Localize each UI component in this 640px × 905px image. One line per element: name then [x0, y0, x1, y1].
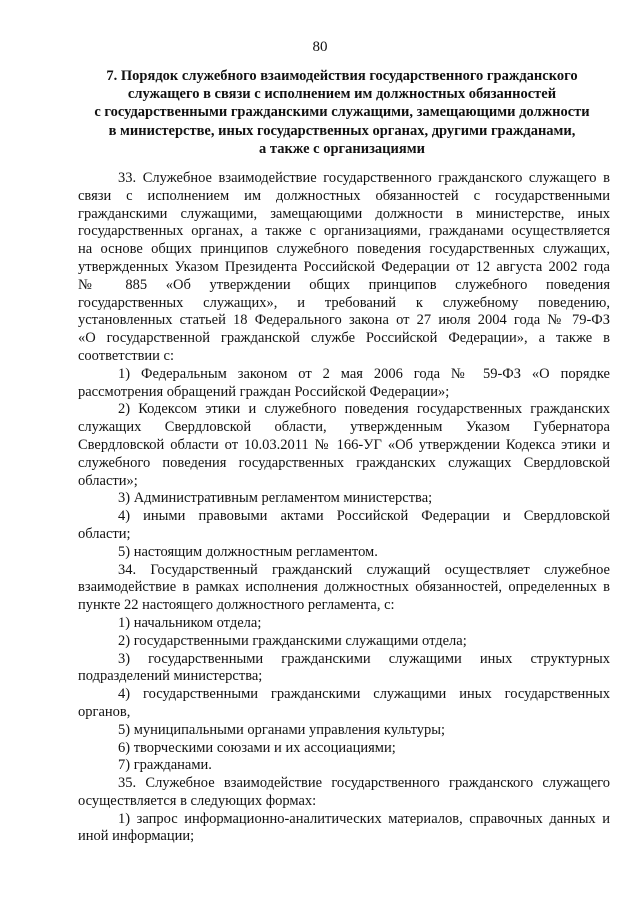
text-line: 5) муниципальными органами управления культуры; — [118, 721, 446, 738]
heading-line: 7. Порядок служебного взаимодействия государственного гражданского — [106, 68, 578, 84]
text-line: 1) Федеральным законом от 2 мая 2006 года № 59-ФЗ «О порядке — [118, 365, 610, 382]
text-line: 33. Служебное взаимодействие государственного гражданского служащего в — [118, 170, 610, 186]
text-line: 1) начальником отдела; — [118, 614, 262, 631]
text-line: 6) творческими союзами и их ассоциациями; — [118, 739, 396, 756]
text-line: на основе общих принципов служебного поведения государственных служащих, — [78, 241, 610, 258]
text-line: 7) гражданами. — [118, 757, 212, 774]
text-line: осуществляется в следующих формах: — [78, 792, 317, 809]
text-line: 34. Государственный гражданский служащий осуществляет служебное — [118, 561, 610, 578]
text-line: служебного поведения государственных гражданских служащих Свердловской — [78, 454, 610, 471]
page-number: 80 — [312, 39, 328, 55]
section-heading — [72, 67, 612, 158]
document-body — [78, 170, 610, 846]
text-line: Свердловской области от 10.03.2011 № 166-УГ «Об утверждении Кодекса этики и — [78, 436, 610, 453]
text-line: утвержденных Указом Президента Российской Федерации от 12 августа 2002 года — [78, 258, 610, 275]
text-line: государственных служащих», и требований к служебному поведению, — [78, 294, 610, 311]
text-line: установленных статьей 18 Федерального закона от 27 июля 2004 года № 79-ФЗ — [78, 312, 610, 329]
text-line: связи с исполнением им должностных обязанностей с государственными — [78, 187, 610, 204]
text-line: пункте 22 настоящего должностного регламента, с: — [78, 597, 395, 614]
text-line: 4) государственными гражданскими служащими иных государственных — [118, 686, 610, 703]
text-line: подразделений министерства; — [78, 668, 263, 685]
text-line: 5) настоящим должностным регламентом. — [118, 543, 378, 560]
text-line: гражданскими служащими, замещающими должности в министерстве, иных — [78, 205, 610, 222]
text-line: 3) государственными гражданскими служащими иных структурных — [118, 650, 610, 667]
text-line: органов, — [78, 703, 131, 720]
text-line: № 885 «Об утверждении общих принципов служебного поведения — [78, 276, 610, 293]
text-line: 2) государственными гражданскими служащими отдела; — [118, 632, 467, 649]
heading-line: а также с организациями — [259, 140, 425, 157]
text-line: области; — [78, 525, 131, 542]
text-line: рассмотрения обращений граждан Российской Федерации»; — [78, 383, 450, 400]
text-line: государственных органах, а также с организациями, гражданами осуществляется — [78, 223, 610, 240]
text-line: 35. Служебное взаимодействие государственного гражданского служащего — [118, 775, 610, 792]
text-line: области»; — [78, 472, 138, 489]
text-line: служащих Свердловской области, утвержденным Указом Губернатора — [78, 419, 610, 436]
text-line: 4) иными правовыми актами Российской Федерации и Свердловской — [118, 508, 610, 525]
text-line: «О государственной гражданской службе Российской Федерации», а также в — [78, 330, 610, 347]
text-line: 1) запрос информационно-аналитических материалов, справочных данных и — [118, 810, 610, 827]
heading-line: с государственными гражданскими служащими, замещающими должности — [94, 104, 590, 121]
text-line: 3) Административным регламентом министерства; — [118, 490, 433, 507]
text-line: соответствии с: — [78, 347, 175, 364]
heading-line: в министерстве, иных государственных органах, другими гражданами, — [108, 122, 576, 139]
text-line: 2) Кодексом этики и служебного поведения государственных гражданских — [118, 401, 610, 418]
heading-line: служащего в связи с исполнением им должностных обязанностей — [127, 86, 557, 103]
text-line: взаимодействие в рамках исполнения должностных обязанностей, определенных в — [78, 579, 610, 596]
text-line: иной информации; — [78, 828, 195, 845]
